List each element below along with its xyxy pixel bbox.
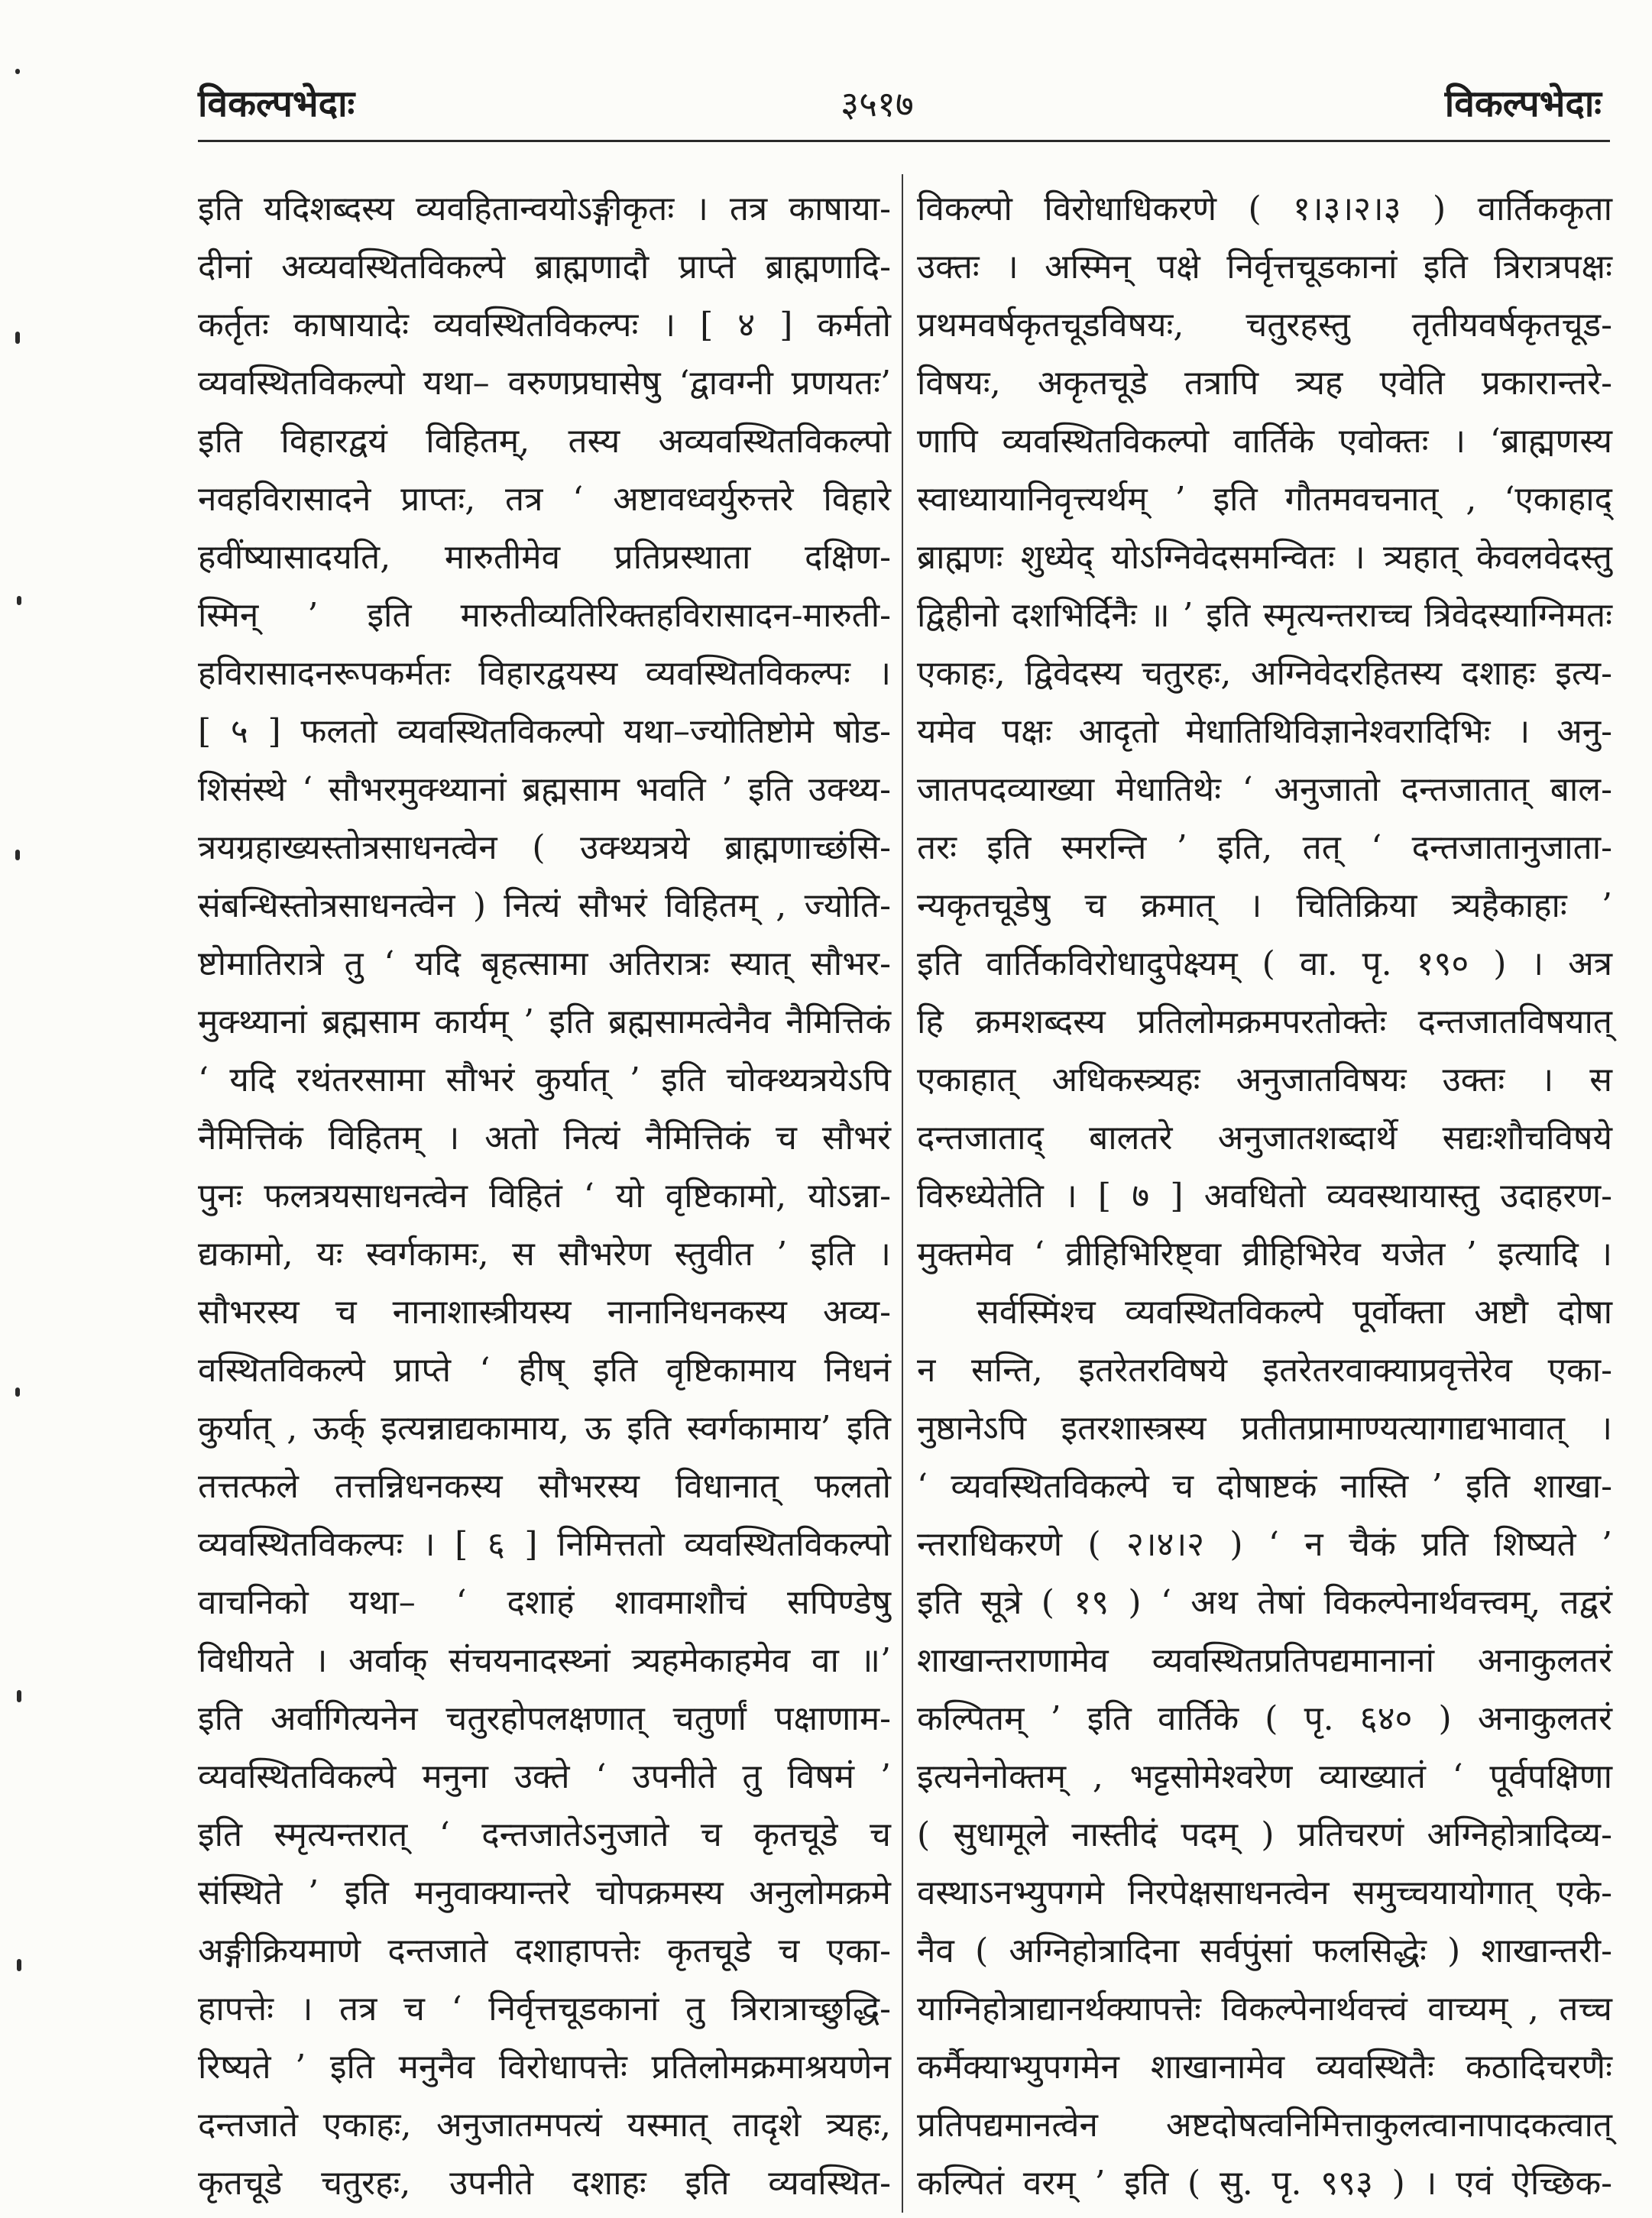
scan-speck: [17, 596, 21, 605]
text-line: मुक्तमेव ‘ व्रीहिभिरिष्ट्वा व्रीहिभिरेव यजेत ’ इत्यादि ।: [917, 1235, 1612, 1274]
text-line: जातपदव्याख्या मेधातिथेः ‘ अनुजातो दन्तजातात् बाल-: [917, 770, 1612, 809]
scan-speck: [17, 1690, 21, 1702]
text-line: विषयः, अकृतचूडे तत्रापि त्र्यह एवेति प्रकारान्तरे-: [917, 364, 1612, 403]
paragraph-first-line: सर्वस्मिंश्च व्यवस्थितविकल्पे पूर्वोक्ता अष्टौ दोषा: [977, 1293, 1612, 1332]
page-number: ३५१७: [841, 83, 914, 125]
running-head-left: विकल्पभेदाः: [198, 83, 355, 125]
text-line: ( सुधामूले नास्तीदं पदम् ) प्रतिचरणं अग्निहोत्रादिव्य-: [917, 1815, 1612, 1854]
scan-speck: [15, 1387, 20, 1397]
text-line: पुनः फलत्रयसाधनत्वेन विहितं ‘ यो वृष्टिकामो, योऽन्ना-: [198, 1177, 891, 1216]
text-line: ‘ यदि रथंतरसामा सौभरं कुर्यात् ’ इति चोक्थ्यत्रयेऽपि: [198, 1060, 891, 1099]
text-line: द्यकामो, यः स्वर्गकामः, स सौभरेण स्तुवीत ’ इति ।: [198, 1235, 891, 1274]
text-line: द्विहीनो दशभिर्दिनैः ॥ ’ इति स्मृत्यन्तराच्च त्रिवेदस्याग्निमतः: [917, 596, 1612, 635]
text-line: इति अर्वागित्यनेन चतुरहोपलक्षणात् चतुर्णां पक्षाणाम-: [198, 1699, 891, 1738]
text-line: [ ५ ] फलतो व्यवस्थितविकल्पो यथा–ज्योतिष्टोमे षोड-: [198, 712, 891, 751]
text-line: सौभरस्य च नानाशास्त्रीयस्य नानानिधनकस्य अव्य-: [198, 1293, 891, 1332]
text-line: व्यवस्थितविकल्पो यथा– वरुणप्रघासेषु ‘द्वावग्नी प्रणयतः’: [198, 364, 891, 403]
text-line: विकल्पो विरोधाधिकरणे ( १।३।२।३ ) वार्तिककृता: [917, 189, 1612, 228]
text-line: ‘ व्यवस्थितविकल्पे च दोषाष्टकं नास्ति ’ इति शाखा-: [917, 1467, 1612, 1506]
running-head-right: विकल्पभेदाः: [1444, 83, 1602, 125]
text-line: न्तराधिकरणे ( २।४।२ ) ‘ न चैकं प्रति शिष्यते ’: [917, 1525, 1612, 1564]
text-line: तत्तत्फले तत्तन्निधनकस्य सौभरस्य विधानात् फलतो: [198, 1467, 891, 1506]
text-line: इति यदिशब्दस्य व्यवहितान्वयोऽङ्गीकृतः । तत्र काषाया-: [198, 189, 891, 228]
text-line: प्रथमवर्षकृतचूडविषयः, चतुरहस्तु तृतीयवर्षकृतचूड-: [917, 306, 1612, 345]
text-line: स्मिन् ’ इति मारुतीव्यतिरिक्तहविरासादन-मारुती-: [198, 596, 891, 635]
text-line: नैमित्तिकं विहितम् । अतो नित्यं नैमित्तिकं च सौभरं: [198, 1119, 891, 1158]
text-line: त्रयग्रहाख्यस्तोत्रसाधनत्वेन ( उक्थ्यत्रये ब्राह्मणाच्छंसि-: [198, 828, 891, 867]
text-line: कल्पितम् ’ इति वार्तिके ( पृ. ६४० ) अनाकुलतरं: [917, 1699, 1612, 1738]
text-line: न्यकृतचूडेषु च क्रमात् । चितिक्रिया त्र्यहैकाहाः ’: [917, 886, 1612, 925]
right-column: [917, 180, 1612, 2213]
header-rule: [198, 140, 1610, 142]
text-line: न सन्ति, इतरेतरविषये इतरेतरवाक्याप्रवृत्तेरेव एका-: [917, 1351, 1612, 1390]
text-line: इत्यनेनोक्तम् , भट्टसोमेश्वरेण व्याख्यातं ‘ पूर्वपक्षिणा: [917, 1757, 1612, 1796]
text-line: कुर्यात् , ऊर्क् इत्यन्नाद्यकामाय, ऊ इति स्वर्गकामाय’ इति: [198, 1409, 891, 1448]
text-line: एकाहात् अधिकस्त्र्यहः अनुजातविषयः उक्तः । स: [917, 1060, 1612, 1099]
text-line: संबन्धिस्तोत्रसाधनत्वेन ) नित्यं सौभरं विहितम् , ज्योति-: [198, 886, 891, 925]
text-line: इति सूत्रे ( १९ ) ‘ अथ तेषां विकल्पेनार्थवत्त्वम्, तद्वरं: [917, 1583, 1612, 1622]
text-line: शिसंस्थे ‘ सौभरमुक्थ्यानां ब्रह्मसाम भवति ’ इति उक्थ्य-: [198, 770, 891, 809]
text-line: कृतचूडे चतुरहः, उपनीते दशाहः इति व्यवस्थित-: [198, 2164, 891, 2203]
text-line: दन्तजाताद् बालतरे अनुजातशब्दार्थे सद्यःशौचविषये: [917, 1119, 1612, 1158]
text-line: विरुध्येतेति । [ ७ ] अवधितो व्यवस्थायास्तु उदाहरण-: [917, 1177, 1612, 1216]
text-line: हि क्रमशब्दस्य प्रतिलोमक्रमपरतोक्तेः दन्तजातविषयात्: [917, 1002, 1612, 1041]
text-line: ष्टोमातिरात्रे तु ‘ यदि बृहत्सामा अतिरात्रः स्यात् सौभर-: [198, 944, 891, 983]
text-line: वाचनिको यथा– ‘ दशाहं शावमाशौचं सपिण्डेषु: [198, 1583, 891, 1622]
left-column: [198, 180, 891, 2213]
text-line: णापि व्यवस्थितविकल्पो वार्तिके एवोक्तः । ‘ब्राह्मणस्य: [917, 422, 1612, 461]
text-line: याग्निहोत्राद्यानर्थक्यापत्तेः विकल्पेनार्थवत्त्वं वाच्यम् , तच्च: [917, 1990, 1612, 2029]
text-line: उक्तः । अस्मिन् पक्षे निर्वृत्तचूडकानां इति त्रिरात्रपक्षः: [917, 248, 1612, 287]
text-line: इति विहारद्वयं विहितम्, तस्य अव्यवस्थितविकल्पो: [198, 422, 891, 461]
text-line: मुक्थ्यानां ब्रह्मसाम कार्यम् ’ इति ब्रह्मसामत्वेनैव नैमित्तिकं: [198, 1002, 891, 1041]
text-line: प्रतिपद्यमानत्वेन अष्टदोषत्वनिमित्ताकुलत्वानापादकत्वात्: [917, 2106, 1612, 2145]
text-line: दन्तजाते एकाहः, अनुजातमपत्यं यस्मात् तादृशे त्र्यहः,: [198, 2106, 891, 2145]
text-line: कल्पितं वरम् ’ इति ( सु. पृ. ९९३ ) । एवं ऐच्छिक-: [917, 2164, 1612, 2203]
text-line: इति स्मृत्यन्तरात् ‘ दन्तजातेऽनुजाते च कृतचूडे च: [198, 1815, 891, 1854]
text-line: दीनां अव्यवस्थितविकल्पे ब्राह्मणादौ प्राप्ते ब्राह्मणादि-: [198, 248, 891, 287]
text-line: तरः इति स्मरन्ति ’ इति, तत् ‘ दन्तजातानुजाता-: [917, 828, 1612, 867]
scan-speck: [17, 1959, 21, 1971]
text-line: कर्मैक्याभ्युपगमेन शाखानामेव व्यवस्थितैः कठादिचरणैः: [917, 2048, 1612, 2087]
text-line: इति वार्तिकविरोधादुपेक्ष्यम् ( वा. पृ. १९० ) । अत्र: [917, 944, 1612, 983]
text-line: नुष्ठानेऽपि इतरशास्त्रस्य प्रतीतप्रामाण्यत्यागाद्यभावात् ।: [917, 1409, 1612, 1448]
text-line: वस्थाऽनभ्युपगमे निरपेक्षसाधनत्वेन समुच्चयायोगात् एके-: [917, 1873, 1612, 1912]
text-line: नवहविरासादने प्राप्तः, तत्र ‘ अष्टावध्वर्युरुत्तरे विहारे: [198, 480, 891, 519]
text-line: कर्तृतः काषायादेः व्यवस्थितविकल्पः । [ ४ ] कर्मतो: [198, 306, 891, 345]
text-line: नैव ( अग्निहोत्रादिना सर्वपुंसां फलसिद्धेः ) शाखान्तरी-: [917, 1931, 1612, 1970]
text-line: रिष्यते ’ इति मनुनैव विरोधापत्तेः प्रतिलोमक्रमाश्रयणेन: [198, 2048, 891, 2087]
text-line: व्यवस्थितविकल्पः । [ ६ ] निमित्ततो व्यवस्थितविकल्पो: [198, 1525, 891, 1564]
scan-speck: [15, 69, 20, 74]
text-line: हवींष्यासादयति, मारुतीमेव प्रतिप्रस्थाता दक्षिण-: [198, 538, 891, 577]
text-line: संस्थिते ’ इति मनुवाक्यान्तरे चोपक्रमस्य अनुलोमक्रमे: [198, 1873, 891, 1912]
scan-speck: [15, 850, 20, 860]
scan-speck: [15, 332, 20, 344]
text-line: एकाहः, द्विवेदस्य चतुरहः, अग्निवेदरहितस्य दशाहः इत्य-: [917, 654, 1612, 693]
text-line: विधीयते । अर्वाक् संचयनादस्थ्नां त्र्यहमेकाहमेव वा ॥’: [198, 1641, 891, 1680]
text-line: हापत्तेः । तत्र च ‘ निर्वृत्तचूडकानां तु त्रिरात्राच्छुद्धि-: [198, 1990, 891, 2029]
text-line: शाखान्तराणामेव व्यवस्थितप्रतिपद्यमानानां अनाकुलतरं: [917, 1641, 1612, 1680]
text-line: अङ्गीक्रियमाणे दन्तजाते दशाहापत्तेः कृतचूडे च एका-: [198, 1931, 891, 1970]
text-line: ब्राह्मणः शुध्येद् योऽग्निवेदसमन्वितः । त्र्यहात् केवलवेदस्तु: [917, 538, 1612, 577]
text-line: स्वाध्यायानिवृत्त्यर्थम् ’ इति गौतमवचनात् , ‘एकाहाद्: [917, 480, 1612, 519]
text-line: हविरासादनरूपकर्मतः विहारद्वयस्य व्यवस्थितविकल्पः ।: [198, 654, 891, 693]
column-divider: [902, 174, 903, 2213]
text-line: व्यवस्थितविकल्पे मनुना उक्ते ‘ उपनीते तु विषमं ’: [198, 1757, 891, 1796]
text-line: यमेव पक्षः आदृतो मेधातिथिविज्ञानेश्वरादिभिः । अनु-: [917, 712, 1612, 751]
text-line: वस्थितविकल्पे प्राप्ते ‘ हीष् इति वृष्टिकामाय निधनं: [198, 1351, 891, 1390]
